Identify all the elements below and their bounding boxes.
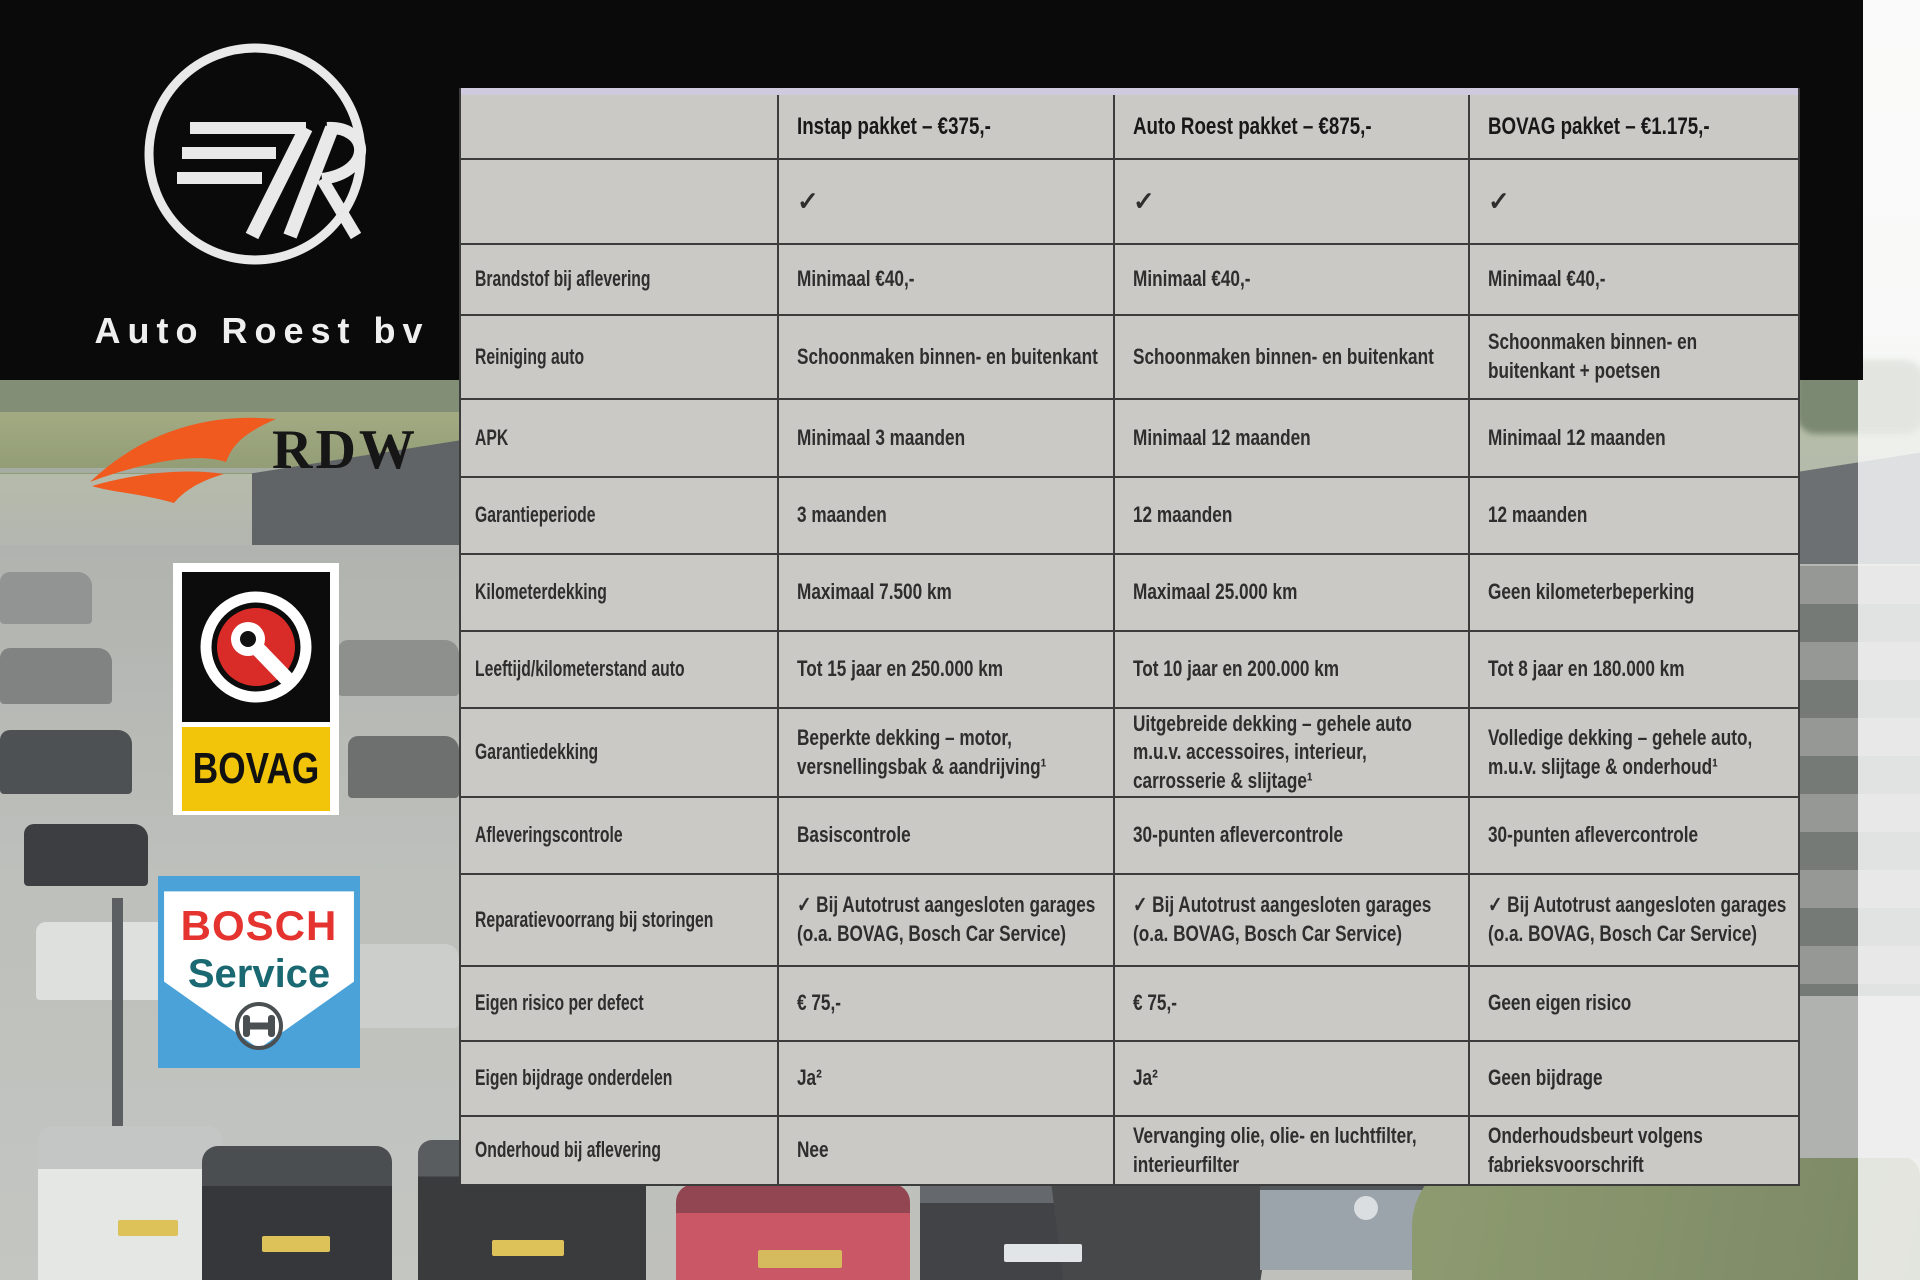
cell-onderhoud-instap: Nee (777, 1117, 1113, 1184)
photo-van-badge (1354, 1196, 1378, 1220)
cell-eigen-risico-autoroest: € 75,- (1113, 967, 1468, 1042)
bovag-emblem-icon (182, 572, 330, 722)
row-kilometerdekking-label: Kilometerdekking (461, 555, 777, 632)
table-grid (461, 95, 1798, 1184)
cell-eigen-bijdrage-bovag: Geen bijdrage (1468, 1042, 1798, 1117)
cell-leeftijd-bovag: Tot 8 jaar en 180.000 km (1468, 632, 1798, 709)
cell-inclusion-instap (777, 160, 1113, 245)
check-icon: ✓ (1133, 185, 1155, 216)
photo-black-car (202, 1146, 392, 1280)
row-onderhoud-label: Onderhoud bij aflevering (475, 1137, 661, 1163)
bovag-wordmark: BOVAG (192, 744, 320, 793)
table-top-accent (461, 88, 1798, 95)
cell-leeftijd-instap: Tot 15 jaar en 250.000 km (777, 632, 1113, 709)
photo-license-plate (262, 1236, 330, 1252)
autoroest-logo (134, 36, 376, 281)
cell-eigen-bijdrage-autoroest: Ja² (1113, 1042, 1468, 1117)
row-reparatievoorrang-label: Reparatievoorrang bij storingen (461, 875, 777, 967)
rdw-logo (86, 406, 281, 511)
cell-inclusion-autoroest (1113, 160, 1468, 245)
cell-reparatievoorrang-bovag: ✓ Bij Autotrust aangesloten garages (o.a. BOVAG, Bosch Car Service) (1468, 875, 1798, 967)
bosch-armature-icon (233, 1000, 285, 1052)
photo-car (338, 640, 459, 696)
photo-license-plate (1004, 1244, 1082, 1262)
photo-red-car (676, 1184, 910, 1280)
cell-afleveringscontrole-instap: Basiscontrole (777, 798, 1113, 875)
cell-brandstof-instap: Minimaal €40,- (777, 245, 1113, 316)
photo-license-plate (758, 1250, 842, 1268)
row-brandstof-label: Brandstof bij aflevering (461, 245, 777, 316)
cell-garantiedekking-instap: Beperkte dekking – motor, versnellingsbak & aandrijving¹ (777, 709, 1113, 798)
cell-garantiedekking-autoroest: Uitgebreide dekking – gehele auto m.u.v. accessoires, interieur, carrosserie & slijtage¹ (1113, 709, 1468, 798)
cell-kilometerdekking-autoroest: Maximaal 25.000 km (1113, 555, 1468, 632)
cell-garantieperiode-instap: 3 maanden (777, 478, 1113, 555)
col-header-bovag: BOVAG pakket – €1.175,- (1468, 95, 1798, 160)
photo-car (0, 730, 132, 794)
cell-apk-autoroest: Minimaal 12 maanden (1113, 400, 1468, 478)
photo-white-car (38, 1126, 222, 1280)
bosch-service-label: Service (187, 952, 331, 996)
photo-license-plate (118, 1220, 178, 1236)
cell-kilometerdekking-bovag: Geen kilometerbeperking (1468, 555, 1798, 632)
cell-eigen-risico-bovag: Geen eigen risico (1468, 967, 1798, 1042)
cell-reparatievoorrang-instap: ✓ Bij Autotrust aangesloten garages (o.a. BOVAG, Bosch Car Service) (777, 875, 1113, 967)
cell-eigen-risico-instap: € 75,- (777, 967, 1113, 1042)
cell-garantieperiode-autoroest: 12 maanden (1113, 478, 1468, 555)
cell-apk-bovag: Minimaal 12 maanden (1468, 400, 1798, 478)
check-icon: ✓ (797, 185, 819, 216)
cell-reiniging-instap: Schoonmaken binnen- en buitenkant (777, 316, 1113, 400)
cell-reiniging-bovag: Schoonmaken binnen- en buitenkant + poetsen (1468, 316, 1798, 400)
pricing-table (459, 88, 1800, 1186)
photo-car (24, 824, 148, 886)
check-icon: ✓ (1488, 185, 1510, 216)
row-eigen-risico-label: Eigen risico per defect (461, 967, 777, 1042)
cell-brandstof-bovag: Minimaal €40,- (1468, 245, 1798, 316)
row-apk-label: APK (461, 400, 777, 478)
rdw-swoosh-icon (86, 406, 281, 506)
photo-car (348, 736, 459, 798)
row-reiniging-label: Reiniging auto (461, 316, 777, 400)
col-header-instap: Instap pakket – €375,- (777, 95, 1113, 160)
photo-dark-hatchback (920, 1170, 1162, 1280)
rdw-wordmark: RDW (272, 419, 418, 481)
row-eigen-bijdrage-label: Eigen bijdrage onderdelen (461, 1042, 777, 1117)
row-inclusion-label (461, 160, 777, 245)
cell-onderhoud-bovag: Onderhoudsbeurt volgens fabrieksvoorschrift (1468, 1117, 1798, 1184)
cell-apk-instap: Minimaal 3 maanden (777, 400, 1113, 478)
cell-onderhoud-autoroest: Vervanging olie, olie- en luchtfilter, interieurfilter (1113, 1117, 1468, 1184)
company-name: Auto Roest bv (94, 310, 430, 351)
bosch-wordmark: BOSCH (180, 902, 338, 949)
cell-garantieperiode-bovag: 12 maanden (1468, 478, 1798, 555)
photo-car (0, 648, 112, 704)
photo-edge-fade (1858, 0, 1920, 1280)
bosch-logo (158, 876, 360, 1068)
row-afleveringscontrole-label: Afleveringscontrole (461, 798, 777, 875)
autoroest-monogram-icon (134, 36, 376, 276)
cell-eigen-bijdrage-instap: Ja² (777, 1042, 1113, 1117)
photo-lamp-post (112, 898, 123, 1280)
cell-brandstof-autoroest: Minimaal €40,- (1113, 245, 1468, 316)
col-header-autoroest: Auto Roest pakket – €875,- (1113, 95, 1468, 160)
row-garantiedekking-label: Garantiedekking (461, 709, 777, 798)
cell-kilometerdekking-instap: Maximaal 7.500 km (777, 555, 1113, 632)
cell-afleveringscontrole-bovag: 30-punten aflevercontrole (1468, 798, 1798, 875)
bovag-yellow-band (182, 727, 330, 811)
cell-leeftijd-autoroest: Tot 10 jaar en 200.000 km (1113, 632, 1468, 709)
col-header-features (461, 95, 777, 160)
row-leeftijd-label: Leeftijd/kilometerstand auto (461, 632, 777, 709)
cell-afleveringscontrole-autoroest: 30-punten aflevercontrole (1113, 798, 1468, 875)
cell-inclusion-bovag (1468, 160, 1798, 245)
cell-reparatievoorrang-autoroest: ✓ Bij Autotrust aangesloten garages (o.a. BOVAG, Bosch Car Service) (1113, 875, 1468, 967)
row-garantieperiode-label: Garantieperiode (461, 478, 777, 555)
cell-garantiedekking-bovag: Volledige dekking – gehele auto, m.u.v. slijtage & onderhoud¹ (1468, 709, 1798, 798)
photo-car (0, 572, 92, 624)
photo-license-plate (492, 1240, 564, 1256)
cell-reiniging-autoroest: Schoonmaken binnen- en buitenkant (1113, 316, 1468, 400)
bovag-logo (173, 563, 339, 815)
